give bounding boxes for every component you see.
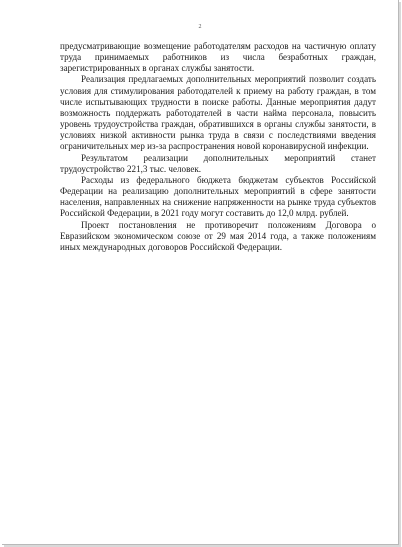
page-body bbox=[60, 41, 376, 253]
paragraph-2: Реализация предлагаемых дополнительных мероприятий позволит создать условия для стимулирования работодателей к приему на работу граждан, в том числе испытывающих трудности в поиске работы. Данные мероприятия дадут возможность поддержать работодателей в части найма персонала, повысить уровень трудоустройства граждан, обратившихся в органы службы занятости, в условиях низкой активности рынка труда в связи с последствиями введения ограничительных мер из-за распространения новой коронавирусной инфекции. bbox=[60, 74, 376, 152]
document-page bbox=[2, 0, 399, 545]
paragraph-5: Проект постановления не противоречит положениям Договора о Евразийском экономическом союзе от 29 мая 2014 года, а также положениям иных международных договоров Российской Федерации. bbox=[60, 219, 376, 252]
paragraph-1: предусматривающие возмещение работодателям расходов на частичную оплату труда принимаемых работников из числа безработных граждан, зарегистрированных в органах службы занятости. bbox=[60, 41, 376, 74]
paragraph-4: Расходы из федерального бюджета бюджетам субъектов Российской Федерации на реализацию дополнительных мероприятий в сфере занятости населения, направленных на снижение напряженности на рынке труда субъектов Российской Федерации, в 2021 году могут составить до 12,0 млрд. рублей. bbox=[60, 174, 376, 219]
paragraph-3: Результатом реализации дополнительных мероприятий станет трудоустройство 221,3 тыс. человек. bbox=[60, 152, 376, 174]
page-number: 2 bbox=[198, 24, 202, 30]
